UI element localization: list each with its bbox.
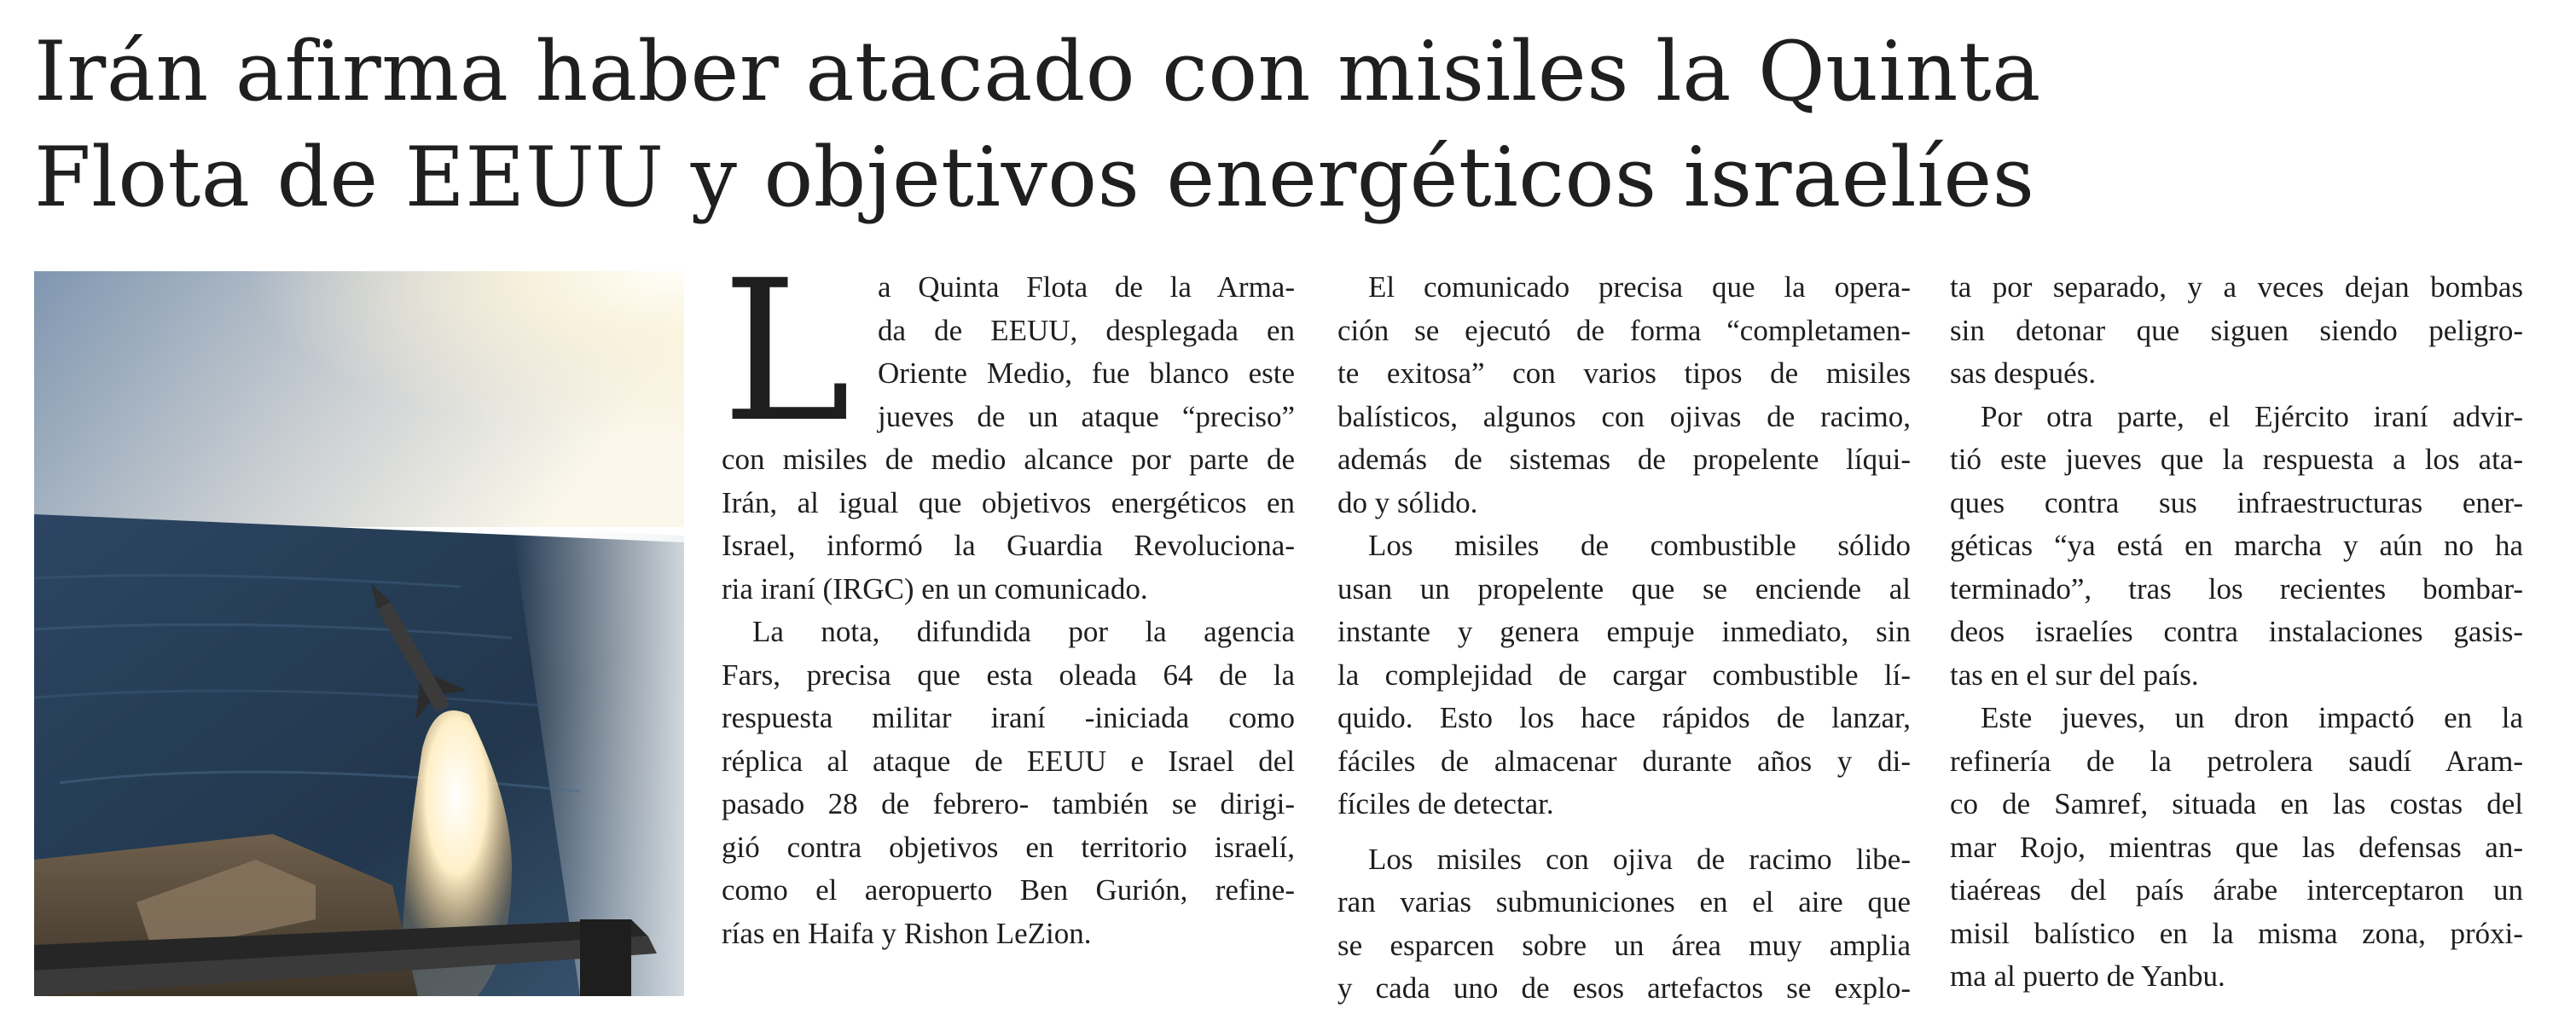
text-line: co de Samref, situada en las costas del: [1950, 787, 2523, 820]
text-line: la complejidad de cargar combustible lí-: [1337, 658, 1911, 692]
text-line: réplica al ataque de EEUU e Israel del: [722, 744, 1295, 778]
text-line: ta por separado, y a veces dejan bombas: [1950, 270, 2523, 304]
article-column-3: [1950, 266, 2523, 999]
text-line: usan un propelente que se enciende al: [1337, 571, 1911, 606]
text-line: rías en Haifa y Rishon LeZion.: [722, 916, 1092, 950]
text-line: ques contra sus infraestructuras ener-: [1950, 485, 2523, 519]
text-line: instante y genera empuje inmediato, sin: [1337, 615, 1911, 648]
article-column-2: [1337, 266, 1911, 1011]
text-line: quido. Esto los hace rápidos de lanzar,: [1337, 701, 1911, 734]
missile-launch-photo: [34, 271, 684, 996]
text-line: da de EEUU, desplegada en: [878, 313, 1295, 347]
text-line: tiaéreas del país árabe interceptaron un: [1950, 873, 2523, 907]
headline: [34, 19, 2508, 230]
text-line: misil balístico en la misma zona, próxi-: [1950, 916, 2523, 950]
text-line: sin detonar que siguen siendo peligro-: [1950, 313, 2523, 347]
text-line: respuesta militar iraní -iniciada como: [722, 701, 1295, 734]
text-line: sas después.: [1950, 356, 2097, 390]
text-line: se esparcen sobre un área muy amplia: [1337, 928, 1911, 962]
text-line: Fars, precisa que esta oleada 64 de la: [722, 658, 1295, 692]
headline-line-2: Flota de EEUU y objetivos energéticos israelíes: [34, 130, 2035, 225]
text-line: balísticos, algunos con ojivas de racimo,: [1337, 399, 1911, 433]
text-line: Por otra parte, el Ejército iraní advir-: [1981, 399, 2523, 433]
text-line: Irán, al igual que objetivos energéticos en: [722, 485, 1295, 519]
text-line: tas en el sur del país.: [1950, 658, 2199, 692]
text-line: como el aeropuerto Ben Gurión, refine-: [722, 873, 1295, 907]
text-line: ria iraní (IRGC) en un comunicado.: [722, 571, 1148, 606]
text-line: ran varias submuniciones en el aire que: [1337, 885, 1911, 919]
text-line: jueves de un ataque “preciso”: [878, 399, 1295, 433]
text-line: gió contra objetivos en territorio israelí,: [722, 830, 1295, 864]
text-line: con misiles de medio alcance por parte de: [722, 443, 1295, 476]
text-line: mar Rojo, mientras que las defensas an-: [1950, 830, 2523, 864]
text-line: refinería de la petrolera saudí Aram-: [1950, 744, 2523, 778]
text-line: pasado 28 de febrero- también se dirigi-: [722, 787, 1295, 820]
text-line: fáciles de almacenar durante años y di-: [1337, 744, 1911, 778]
text-line: Los misiles de combustible sólido: [1368, 529, 1911, 562]
text-line: y cada uno de esos artefactos se explo-: [1337, 971, 1911, 1005]
text-line: do y sólido.: [1337, 485, 1478, 519]
text-line: El comunicado precisa que la opera-: [1368, 270, 1911, 304]
text-line: a Quinta Flota de la Arma-: [878, 270, 1295, 304]
text-line: ma al puerto de Yanbu.: [1950, 959, 2225, 993]
text-line: Israel, informó la Guardia Revoluciona-: [722, 529, 1295, 562]
drop-cap: L: [722, 238, 851, 465]
text-line: deos israelíes contra instalaciones gasis-: [1950, 615, 2523, 648]
text-line: Los misiles con ojiva de racimo libe-: [1368, 842, 1911, 876]
text-line: además de sistemas de propelente líqui-: [1337, 443, 1911, 476]
text-line: géticas “ya está en marcha y aún no ha: [1950, 529, 2523, 562]
headline-line-1: Irán afirma haber atacado con misiles la Quinta: [34, 24, 2041, 119]
text-line: ción se ejecutó de forma “completamen-: [1337, 313, 1911, 347]
text-line: fíciles de detectar.: [1337, 787, 1554, 820]
text-line: terminado”, tras los recientes bombar-: [1950, 571, 2523, 606]
text-line: Oriente Medio, fue blanco este: [878, 356, 1295, 390]
text-line: La nota, difundida por la agencia: [752, 615, 1295, 648]
text-line: Este jueves, un dron impactó en la: [1981, 701, 2523, 734]
text-line: tió este jueves que la respuesta a los ata-: [1950, 443, 2523, 476]
text-line: te exitosa” con varios tipos de misiles: [1337, 356, 1911, 390]
article-column-1: [722, 238, 1295, 955]
